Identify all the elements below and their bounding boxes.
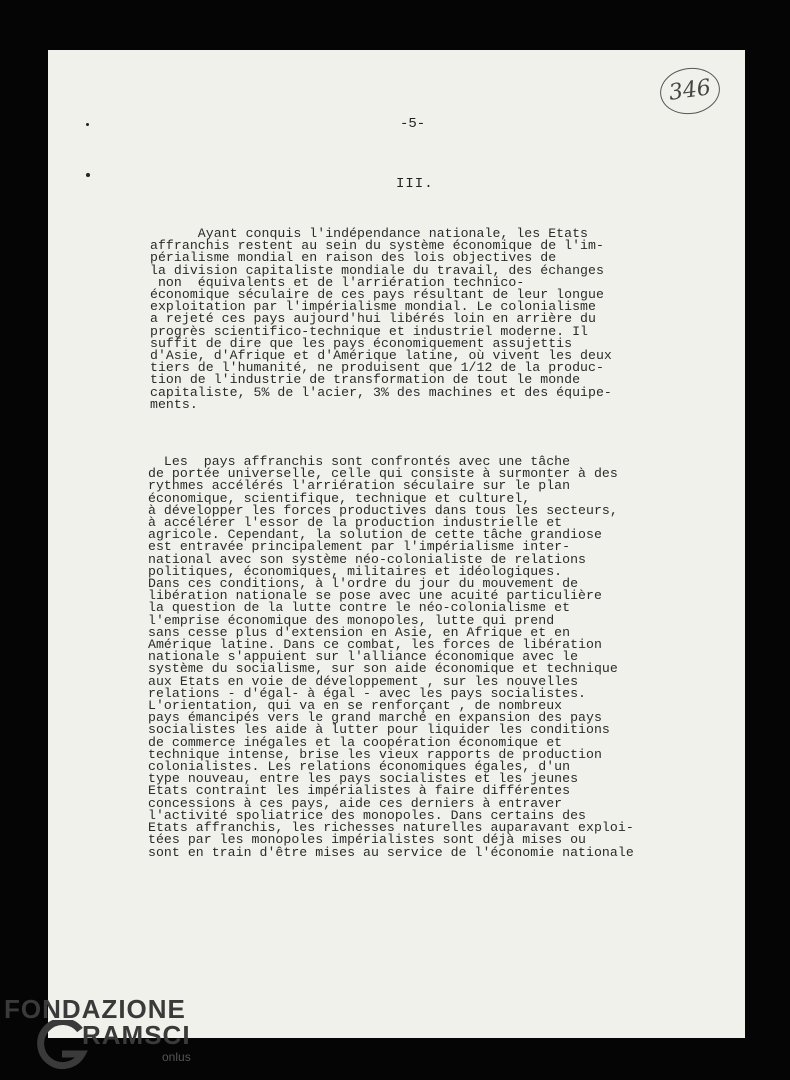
text-line: de portée universelle, celle qui consiste à surmonter à des (148, 466, 618, 482)
text-line: pays émancipés vers le grand marché en expansion des pays (148, 710, 602, 726)
text-line: système du socialisme, sur son aide économique et technique (148, 661, 618, 677)
text-line: Etats contraint les impérialistes à faire différentes (148, 783, 571, 799)
text-line: Dans ces conditions, à l'ordre du jour du mouvement de (148, 576, 579, 592)
text-line: l'activité spoliatrice des monopoles. Dans certains des (148, 807, 587, 823)
watermark-line2: RAMSCI (82, 1020, 191, 1050)
text-line: exploitation par l'impérialisme mondial. Le colonialisme (150, 299, 596, 315)
text-line: colonialistes. Les relations économiques égales, d'un (148, 759, 571, 775)
text-line: Etats affranchis, les richesses naturelles auparavant exploi- (148, 820, 634, 836)
archive-stamp: 346 (657, 64, 723, 118)
watermark-line1: FONDAZIONE (4, 994, 186, 1024)
text-line: libération nationale se pose avec une acuité particulière (148, 588, 602, 604)
text-line: socialistes les aide à lutter pour liquider les conditions (148, 722, 610, 738)
text-line: type nouveau, entre les pays socialistes et les jeunes (148, 771, 579, 787)
text-line: d'Asie, d'Afrique et d'Amérique latine, où vivent les deux (150, 348, 612, 364)
text-line: l'emprise économique des monopoles, lutte qui prend (148, 612, 555, 628)
punch-mark (86, 173, 90, 177)
punch-mark (86, 123, 89, 126)
text-line: nationale s'appuient sur l'alliance économique avec le (148, 649, 579, 665)
paragraph-2 (148, 456, 708, 859)
text-line: est entravée principalement par l'impérialisme inter- (148, 539, 571, 555)
text-line: national avec son système néo-colonialiste de relations (148, 551, 587, 567)
text-line: à accélérer l'essor de la production industrielle et (148, 515, 563, 531)
fondazione-gramsci-watermark (4, 994, 194, 1076)
text-line: relations - d'égal- à égal - avec les pays socialistes. (148, 685, 587, 701)
text-line: la division capitaliste mondiale du travail, des échanges (150, 262, 604, 278)
text-line: Les pays affranchis sont confrontés avec une tâche (148, 454, 571, 469)
text-line: a rejeté ces pays aujourd'hui libérés loin en arrière du (150, 311, 596, 327)
text-line: économique séculaire de ces pays résultant de leur longue (150, 287, 604, 303)
text-line: sont en train d'être mises au service de l'économie nationale (148, 844, 634, 860)
text-line: L'orientation, qui va en se renforçant , de nombreux (148, 698, 563, 714)
text-line: politiques, économiques, militaires et idéologiques. (148, 563, 563, 579)
text-line: sans cesse plus d'extension en Asie, en Afrique et en (148, 624, 571, 640)
text-line: affranchis restent au sein du système économique de l'im- (150, 238, 604, 254)
text-line: de commerce inégales et la coopération économique et (148, 734, 563, 750)
text-line: la question de la lutte contre le néo-colonialisme et (148, 600, 571, 616)
text-line: tion de l'industrie de transformation de tout le monde (150, 372, 581, 388)
text-line: à développer les forces productives dans tous les secteurs, (148, 502, 618, 518)
text-line: progrès scientifico-technique et industriel moderne. Il (150, 323, 589, 339)
text-line: capitaliste, 5% de l'acier, 3% des machines et des équipe- (150, 384, 612, 400)
text-line: suffit de dire que les pays économiquement assujettis (150, 335, 573, 351)
text-line: rythmes accélérés l'arriération séculaire sur le plan (148, 478, 571, 494)
text-line: ments. (150, 396, 198, 412)
text-line: Amérique latine. Dans ce combat, les forces de libération (148, 637, 602, 653)
watermark-suffix: onlus (162, 1050, 191, 1064)
text-line: périalisme mondial en raison des lois objectives de (150, 250, 557, 266)
page-number: -5- (400, 116, 426, 132)
paragraph-1 (150, 228, 710, 411)
section-title: III. (396, 176, 434, 192)
text-line: économique, scientifique, technique et culturel, (148, 490, 531, 506)
text-line: technique intense, brise les vieux rapports de production (148, 746, 602, 762)
gramsci-logo-icon (32, 1020, 88, 1072)
text-line: tiers de l'humanité, ne produisent que 1/12 de la produc- (150, 360, 604, 376)
text-line: agricole. Cependant, la solution de cette tâche grandiose (148, 527, 602, 543)
text-line: aux Etats en voie de développement , sur les nouvelles (148, 673, 579, 689)
text-line: concessions à ces pays, aide ces derniers à entraver (148, 795, 563, 811)
text-line: non équivalents et de l'arriération technico- (150, 274, 525, 290)
text-line: tées par les monopoles impérialistes sont déjà mises ou (148, 832, 587, 848)
text-line: Ayant conquis l'indépendance nationale, les Etats (150, 226, 589, 241)
